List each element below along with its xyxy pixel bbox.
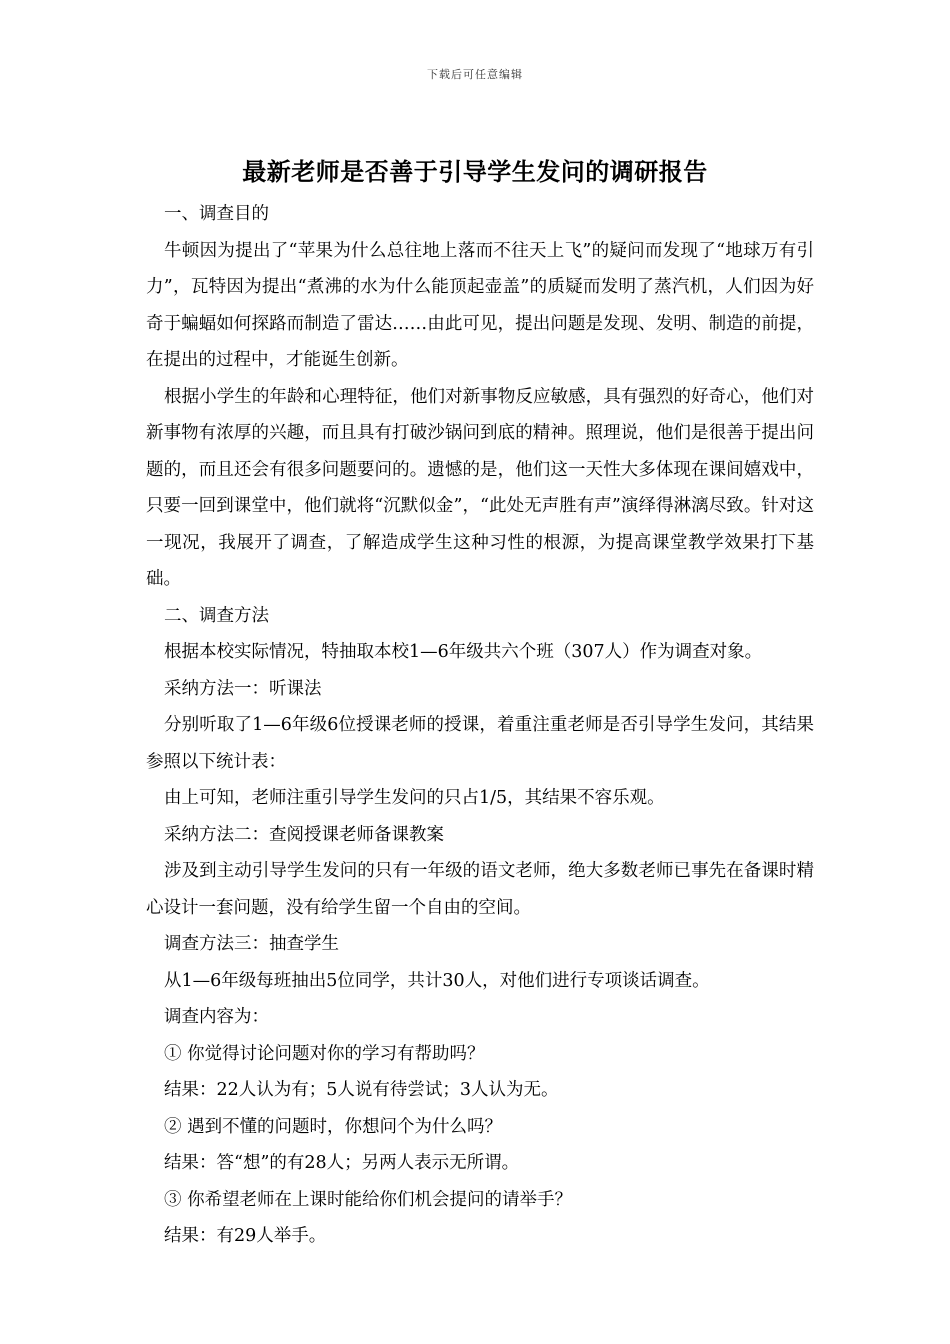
survey-question-1: ① 你觉得讨论问题对你的学习有帮助吗？ — [164, 1043, 485, 1064]
paragraph-newton-watt: 牛顿因为提出了“苹果为什么总往地上落而不往天上飞”的疑问而发现了“地球万有引力”，瓦特因为提出“煮沸的水为什么能顶起壶盖”的质疑而发明了蒸汽机，人们因为好奇于蝙蝠如何探路而制造了雷达……由此可见，提出问题是发现、发明、制造的前提，在提出的过程中，才能诞生创新。 — [146, 240, 814, 370]
survey-result-2: 结果：答“想”的有28人；另两人表示无所谓。 — [164, 1153, 520, 1173]
paragraph-method-1: 分别听取了1—6年级6位授课老师的授课，着重注重老师是否引导学生发问，其结果参照以下统计表： — [146, 715, 814, 772]
method-heading-1: 采纳方法一：听课法 — [164, 678, 322, 699]
document-title: 最新老师是否善于引导学生发问的调研报告 — [242, 157, 708, 186]
page-header-note: 下载后可任意编辑 — [427, 68, 523, 81]
method-heading-2: 采纳方法二：查阅授课老师备课教案 — [164, 824, 444, 845]
paragraph-method-1-result: 由上可知，老师注重引导学生发问的只占1/5，其结果不容乐观。 — [164, 788, 665, 808]
survey-content-label: 调查内容为： — [164, 1007, 269, 1027]
document-body — [146, 196, 814, 1255]
survey-result-1: 结果：22人认为有；5人说有待尝试；3人认为无。 — [164, 1080, 559, 1100]
paragraph-method-2: 涉及到主动引导学生发问的只有一年级的语文老师，绝大多数老师已事先在备课时精心设计一套问题，没有给学生留一个自由的空间。 — [146, 861, 814, 918]
method-heading-3: 调查方法三：抽查学生 — [164, 934, 339, 954]
survey-question-2: ② 遇到不懂的问题时，你想问个为什么吗？ — [164, 1116, 503, 1137]
paragraph-student-curiosity: 根据小学生的年龄和心理特征，他们对新事物反应敏感，具有强烈的好奇心，他们对新事物有浓厚的兴趣，而且具有打破沙锅问到底的精神。照理说，他们是很善于提出问题的，而且还会有很多问题要问的。遗憾的是，他们这一天性大多体现在课间嬉戏中，只要一回到课堂中，他们就将“沉默似金”，“此处无声胜有声”演绎得淋漓尽致。针对这一现况，我展开了调查，了解造成学生这种习性的根源，为提高课堂教学效果打下基础。 — [146, 386, 814, 589]
section-heading-purpose: 一、调查目的 — [164, 204, 269, 224]
section-heading-method: 二、调查方法 — [164, 605, 269, 626]
paragraph-survey-subjects: 根据本校实际情况，特抽取本校1—6年级共六个班（307人）作为调查对象。 — [164, 642, 763, 662]
survey-question-3: ③ 你希望老师在上课时能给你们机会提问的请举手？ — [164, 1189, 573, 1210]
survey-result-3: 结果：有29人举手。 — [164, 1226, 327, 1246]
paragraph-method-3: 从1—6年级每班抽出5位同学，共计30人，对他们进行专项谈话调查。 — [164, 970, 710, 991]
